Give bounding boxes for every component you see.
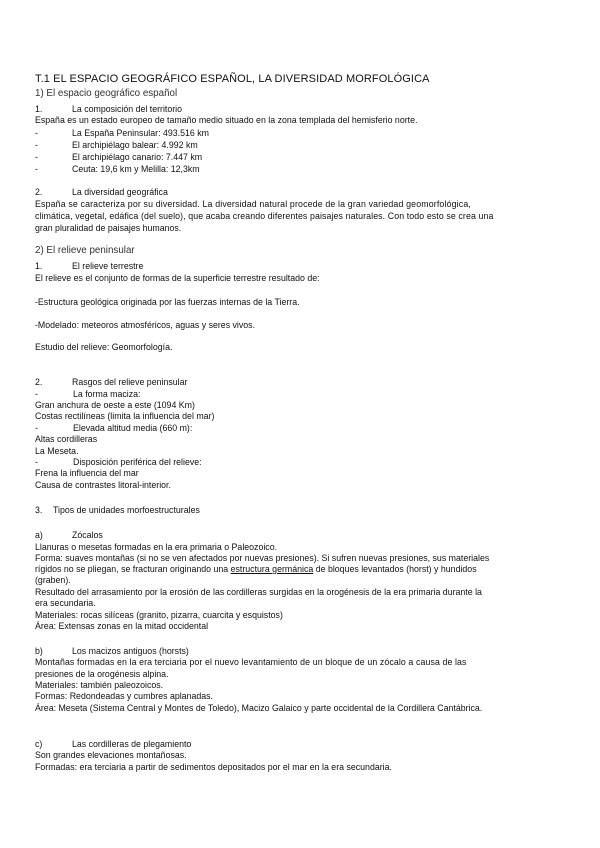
subsection-b-line: Área: Meseta (Sistema Central y Montes de Toledo), Macizo Galaico y parte occidental de la Cordillera Cantábrica. <box>35 703 483 713</box>
subsection-a-title: Zócalos <box>72 530 103 540</box>
s2-sub2-feature-title: Elevada altitud media (660 m): <box>73 423 193 433</box>
s2-sub2-feature-title: Disposición periférica del relieve: <box>73 457 202 467</box>
section-2-heading: 2) El relieve peninsular <box>35 245 135 256</box>
s2-sub2-line: La Meseta. <box>35 446 79 456</box>
s2-sub1-item: -Estructura geológica originada por las fuerzas internas de la Tierra. <box>35 297 300 307</box>
subsection-a-line: (graben). <box>35 575 71 585</box>
subsection-c-title: Las cordilleras de plegamiento <box>72 739 192 749</box>
text-fragment: de bloques levantados (horst) y hundidos <box>313 564 477 574</box>
s1-sub1-number: 1. <box>35 104 43 114</box>
s2-sub2-line: Causa de contrastes litoral-interior. <box>35 480 171 490</box>
s1-sub2-number: 2. <box>35 187 43 197</box>
list-item: La España Peninsular: 493.516 km <box>72 128 209 138</box>
subsection-a-line: Forma: suaves montañas (si no se ven afectados por nuevas presiones). Si sufren nuevas presiones, sus materiales <box>35 553 490 563</box>
subsection-a-line: Llanuras o mesetas formadas en la era primaria o Paleozoico. <box>35 542 278 552</box>
list-item: El archipiélago canario: 7.447 km <box>72 152 203 162</box>
subsection-a-label: a) <box>35 530 43 540</box>
s2-sub2-line: Frena la influencia del mar <box>35 468 139 478</box>
subsection-c-line: Formadas: era terciaria a partir de sedimentos depositados por el mar en la era secundaria. <box>35 762 392 772</box>
subsection-b-line: presiones de la orogénesis alpina. <box>35 669 169 679</box>
subsection-c-label: c) <box>35 739 43 749</box>
list-dash: - <box>35 140 38 150</box>
s2-sub1-title: El relieve terrestre <box>72 261 144 271</box>
subsection-a-line-with-link <box>35 564 477 575</box>
s2-sub2-number: 2. <box>35 377 43 387</box>
list-dash: - <box>35 128 38 138</box>
s2-sub2-line: Altas cordilleras <box>35 434 98 444</box>
subsection-b-line: Formas: Redondeadas y cumbres aplanadas. <box>35 691 213 701</box>
s1-sub1-title: La composición del territorio <box>72 104 183 114</box>
subsection-a-line: Materiales: rocas silíceas (granito, pizarra, cuarcita y esquistos) <box>35 610 283 620</box>
subsection-b-label: b) <box>35 646 43 656</box>
s2-sub2-feature-title: La forma maciza: <box>73 389 141 399</box>
list-dash: - <box>35 164 38 174</box>
list-item: El archipiélago balear: 4.992 km <box>72 140 198 150</box>
s1-sub2-title: La diversidad geográfica <box>72 187 168 197</box>
s2-sub2-line: Gran anchura de oeste a este (1094 Km) <box>35 400 195 410</box>
list-dash: - <box>35 389 38 399</box>
s2-sub3-title: Tipos de unidades morfoestructurales <box>53 505 200 515</box>
list-dash: - <box>35 457 38 467</box>
s2-sub1-text: El relieve es el conjunto de formas de la superficie terrestre resultado de: <box>35 273 320 283</box>
list-dash: - <box>35 423 38 433</box>
subsection-a-line: Resultado del arrasamiento por la erosión de las cordilleras surgidas en la orogénesis de la era primaria durante la <box>35 587 482 597</box>
s1-sub2-text-line: climática, vegetal, edáfica (del suelo), que acaba creando diferentes paisajes naturales. Con todo esto se crea una <box>35 211 494 221</box>
document-title: T.1 EL ESPACIO GEOGRÁFICO ESPAÑOL, LA DIVERSIDAD MORFOLÓGICA <box>35 73 430 85</box>
s1-sub2-text-line: gran pluralidad de paisajes humanos. <box>35 223 182 233</box>
subsection-c-line: Son grandes elevaciones montañosas. <box>35 750 187 760</box>
subsection-b-line: Materiales: también paleozoicos. <box>35 680 164 690</box>
s2-sub1-item: -Modelado: meteoros atmosféricos, aguas y seres vivos. <box>35 320 256 330</box>
s2-sub2-line: Costas rectilíneas (limita la influencia del mar) <box>35 411 215 421</box>
subsection-a-line: Área: Extensas zonas en la mitad occidental <box>35 621 209 631</box>
s2-sub1-number: 1. <box>35 261 43 271</box>
s1-sub2-text-line: España se caracteriza por su diversidad. La diversidad natural procede de la gran variedad geomorfológica, <box>35 199 471 209</box>
s2-sub3-number: 3. <box>35 505 43 515</box>
subsection-a-line: era secundaria. <box>35 598 96 608</box>
section-1-heading: 1) El espacio geográfico español <box>35 88 178 99</box>
s2-sub1-item: Estudio del relieve: Geomorfología. <box>35 342 173 352</box>
list-item: Ceuta: 19,6 km y Melilla: 12,3km <box>72 164 200 174</box>
estructura-germanica-link[interactable]: estructura germánica <box>230 564 314 574</box>
subsection-b-title: Los macizos antiguos (horsts) <box>72 646 189 656</box>
s2-sub2-title: Rasgos del relieve peninsular <box>72 377 188 387</box>
subsection-b-line: Montañas formadas en la era terciaria por el nuevo levantamiento de un bloque de un zócalo a causa de las <box>35 657 467 667</box>
s1-sub1-text: España es un estado europeo de tamaño medio situado en la zona templada del hemisferio norte. <box>35 115 418 125</box>
text-fragment: rígidos no se pliegan, se fracturan originando una <box>35 564 231 574</box>
list-dash: - <box>35 152 38 162</box>
